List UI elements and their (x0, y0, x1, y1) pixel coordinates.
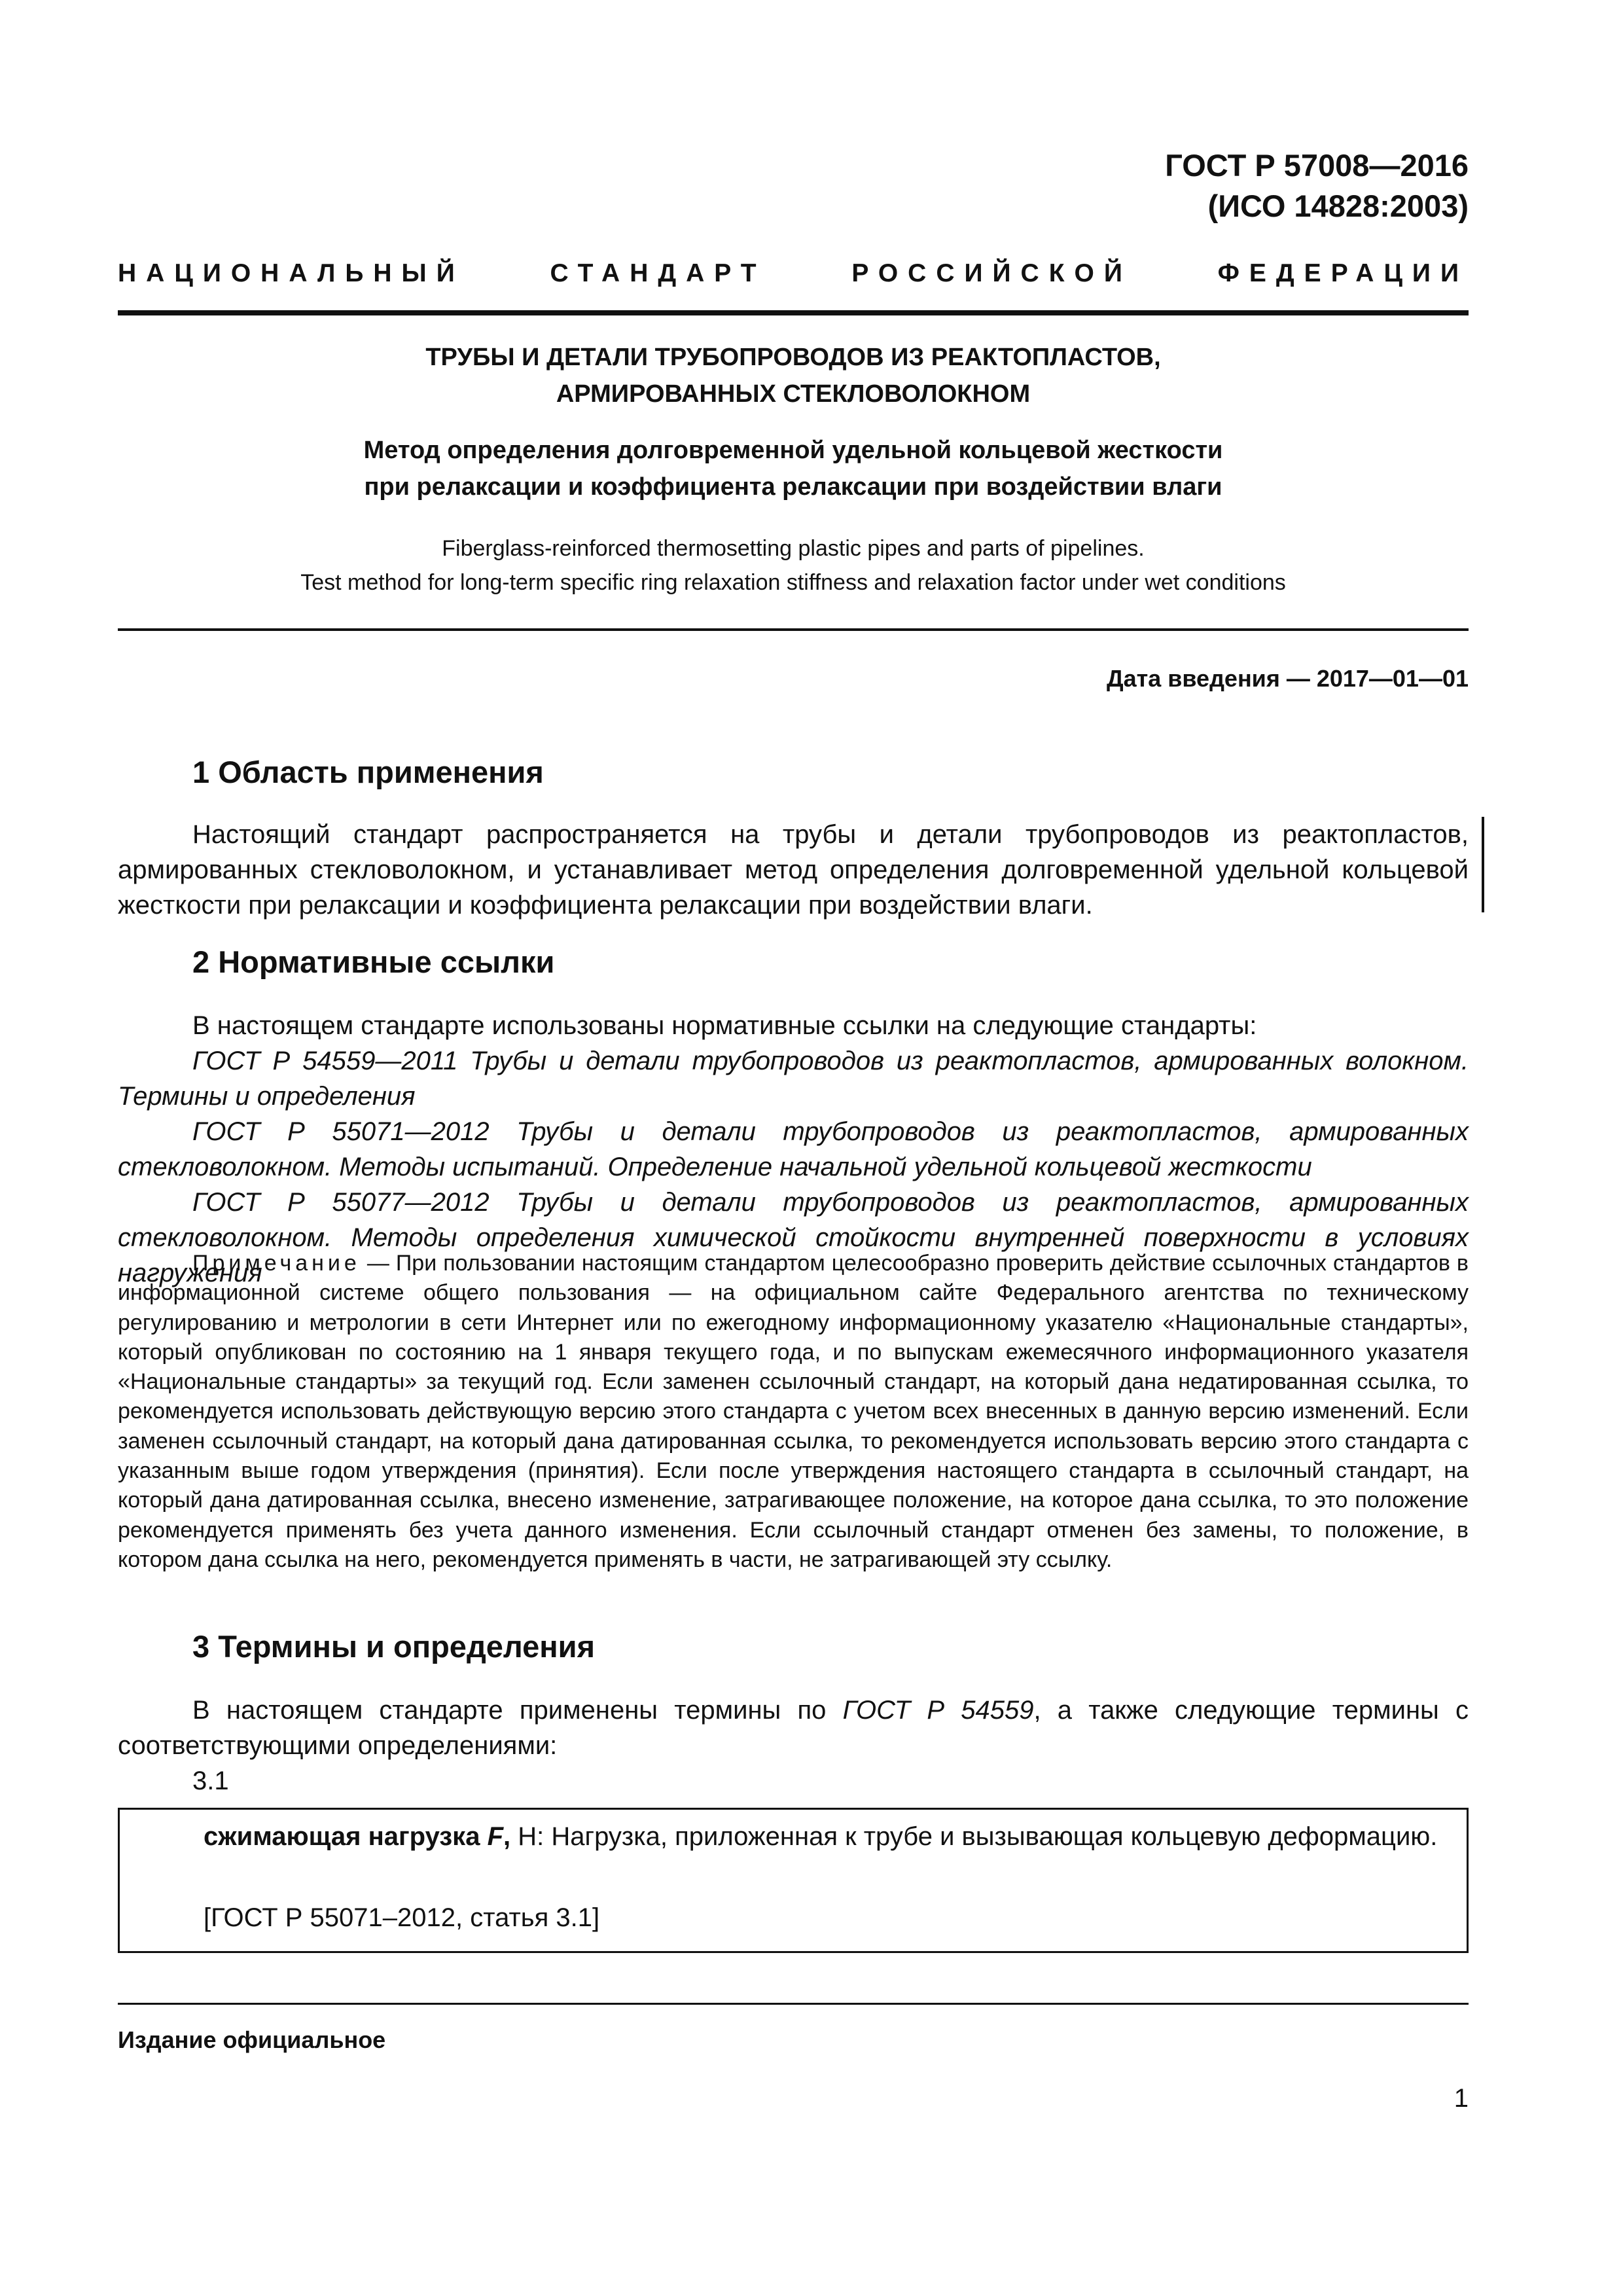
english-title-line1: Fiberglass-reinforced thermosetting plastic pipes and parts of pipelines. (442, 536, 1145, 561)
section-2-heading: 2 Нормативные ссылки (192, 944, 555, 979)
section-3-intro-reference: ГОСТ Р 54559 (842, 1696, 1034, 1725)
official-edition-label: Издание официальное (118, 2026, 386, 2053)
definition-source: [ГОСТ Р 55071–2012, статья 3.1] (204, 1903, 600, 1932)
definition-box (118, 1808, 1469, 1953)
footer-rule (118, 2003, 1469, 2005)
document-title-line2: АРМИРОВАННЫХ СТЕКЛОВОЛОКНОМ (556, 380, 1031, 408)
standard-number-iso: (ИСО 14828:2003) (1207, 188, 1469, 223)
reference-item: ГОСТ Р 55077—2012 Трубы и детали трубопроводов из реактопластов, армированных стекловолокном. Методы определения химической стойкости внутренней поверхности в условиях нагружения (118, 1188, 1469, 1287)
term-symbol: F (487, 1822, 503, 1851)
definition-text (120, 1819, 1471, 1854)
section-2-intro: В настоящем стандарте использованы нормативные ссылки на следующие стандарты: (192, 1011, 1257, 1040)
document-subtitle-line2: при релаксации и коэффициента релаксации при воздействии влаги (364, 473, 1222, 501)
english-title-line2: Test method for long-term specific ring relaxation stiffness and relaxation factor under wet conditions (300, 570, 1286, 595)
document-title-line1: ТРУБЫ И ДЕТАЛИ ТРУБОПРОВОДОВ ИЗ РЕАКТОПЛАСТОВ, (425, 344, 1161, 371)
national-standard-title: НАЦИОНАЛЬНЫЙ СТАНДАРТ РОССИЙСКОЙ ФЕДЕРАЦИИ (118, 259, 1469, 287)
section-3-intro-end: , а также следующие термины с соответствующими определениями: (118, 1696, 1469, 1760)
term-number: 3.1 (192, 1767, 229, 1795)
header-rule (118, 310, 1469, 315)
standard-number (1165, 145, 1469, 226)
section-3-intro (118, 1693, 1469, 1763)
section-3-intro-start: В настоящем стандарте применены термины по (192, 1696, 843, 1725)
note-label: Примечание (192, 1251, 361, 1276)
document-subtitle-line1: Метод определения долговременной удельной кольцевой жесткости (363, 437, 1223, 464)
english-title (118, 531, 1469, 600)
term-definition: Н: Нагрузка, приложенная к трубе и вызывающая кольцевую деформацию. (510, 1822, 1438, 1851)
section-1-text: Настоящий стандарт распространяется на трубы и детали трубопроводов из реактопластов, армированных стекловолокном, и устанавливает метод определения долговременной удельной кольцевой жесткости при релаксации и коэффициента релаксации при воздействии влаги. (118, 820, 1469, 920)
standard-number-gost: ГОСТ Р 57008—2016 (1165, 148, 1469, 183)
section-1-heading: 1 Область применения (192, 755, 544, 789)
title-rule (118, 628, 1469, 631)
document-subtitle (118, 432, 1469, 505)
note-paragraph (118, 1249, 1469, 1575)
section-3-heading: 3 Термины и определения (192, 1629, 595, 1664)
reference-item: ГОСТ Р 55071—2012 Трубы и детали трубопроводов из реактопластов, армированных стекловолокном. Методы испытаний. Определение начальной удельной кольцевой жесткости (118, 1117, 1469, 1181)
document-title (118, 339, 1469, 412)
term-separator: , (503, 1822, 511, 1851)
note-text: — При пользовании настоящим стандартом целесообразно проверить действие ссылочных стандартов в информационной системе общего пользования — на официальном сайте Федерального агентства по техническому регулированию и метрологии в сети Интернет или по ежегодному информационному указателю «Национальные стандарты», который опубликован по состоянию на 1 января текущего года, и по выпускам ежемесячного информационного указателя «Национальные стандарты» за текущий год. Если заменен ссылочный стандарт, на который дана недатированная ссылка, то рекомендуется использовать действующую версию этого стандарта с учетом всех внесенных в данную версию изменений. Если заменен ссылочный стандарт, на который дана датированная ссылка, то рекомендуется использовать версию этого стандарта с указанным выше годом утверждения (принятия). Если после утверждения настоящего стандарта в ссылочный стандарт, на который дана датированная ссылка, внесено изменение, затрагивающее положение, на которое дана ссылка, то это положение рекомендуется применять без учета данного изменения. Если ссылочный стандарт отменен без замены, то положение, в котором дана ссылка на него, рекомендуется применять в части, не затрагивающей эту ссылку. (118, 1251, 1469, 1572)
term-name: сжимающая нагрузка (204, 1822, 488, 1851)
change-bar (1482, 817, 1484, 912)
page-number: 1 (1454, 2084, 1469, 2113)
introduction-date: Дата введения — 2017—01—01 (1106, 665, 1469, 692)
reference-item: ГОСТ Р 54559—2011 Трубы и детали трубопроводов из реактопластов, армированных волокном. Термины и определения (118, 1047, 1469, 1111)
